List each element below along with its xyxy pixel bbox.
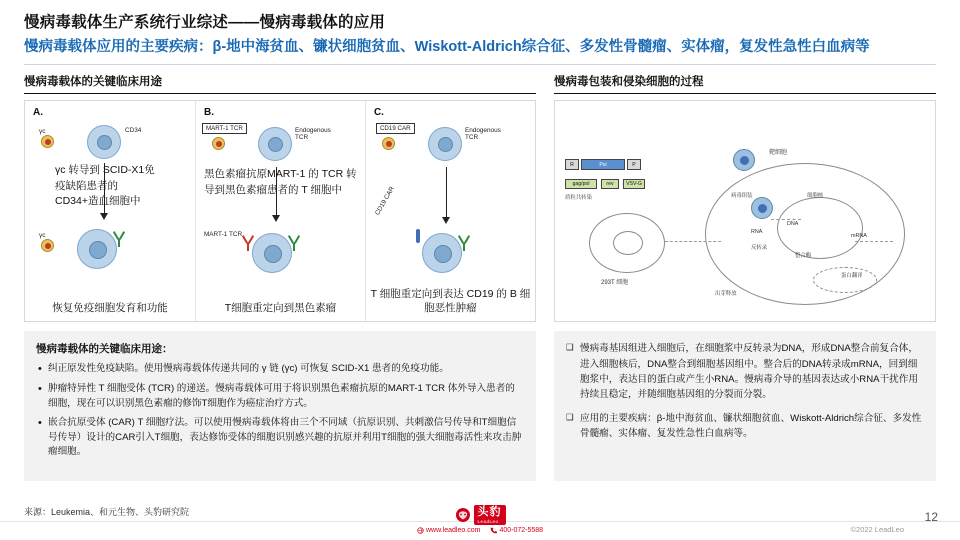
flow-loop [813,267,877,293]
car-t-cell [422,233,462,273]
virus-particle-icon-4 [382,137,395,150]
left-column [24,73,536,481]
label-rna: RNA [751,229,763,236]
plasmid-gagpol-box: gag/pol [565,179,597,189]
panel-c-caption: T 细胞重定向到表达 CD19 的 B 细胞恶性肿瘤 [370,288,531,315]
logo-text-sub: LeadLeo [477,518,499,524]
target-cell-nucleus [777,197,863,259]
panel-c-label-car-2: CD19 CAR [373,186,396,217]
t-cell-c [428,127,462,161]
cell-nucleus-3 [268,137,283,152]
flow-line-1 [665,241,721,242]
plasmid-p-box: P [627,159,641,170]
label-integrase: 整合酶 [795,253,812,260]
plasmid-r-box: R [565,159,579,170]
label-virus-assembly: 病毒组装 [731,193,753,200]
right-column-rule [554,93,936,94]
panel-a-letter: A. [33,107,43,119]
content-columns [0,65,960,481]
panel-a-caption: 恢复免疫细胞发育和功能 [52,302,168,315]
virus-particle-icon [41,135,54,148]
plasmid-psi-box: Psi [581,159,625,170]
flow-line-2 [771,219,801,220]
panel-c-label-car: CD19 CAR [376,123,415,134]
left-column-title: 慢病毒载体的关键临床用途 [24,76,162,89]
cd34-cell [87,125,121,159]
lentivirus-particle-icon [733,149,755,171]
label-nucleus: 细胞核 [807,193,824,200]
cell-nucleus-2 [89,241,107,259]
lion-logo-icon [455,507,471,523]
source-note: 来源：Leukemia、和元生物、头豹研究院 [24,507,190,517]
left-bullet-2: • 肿瘤特异性 T 细胞受体 (TCR) 的递送。慢病毒载体可用于将识别黑色素瘤抗原的MART-1 TCR 体外导入患者的细胞，现在可以识别黑色素瘤的修饰T细胞作为癌症治疗方式。 [36,382,524,411]
panel-a-arrow-head [100,213,108,220]
plasmid-caption: 质粒共转染 [565,195,592,202]
virus-particle-icon-2 [41,239,54,252]
label-293t-cell: 293T 细胞 [601,280,629,287]
website-text: www.leadleo.com [425,527,481,534]
copyright-text: ©2022 LeadLeo [850,525,904,534]
panel-a-label-gc2: γc [39,232,46,240]
panel-b-label-mart1: MART-1 TCR [202,123,247,134]
plasmid-rev-box: rev [601,179,619,189]
panel-b-letter: B. [203,107,214,119]
panel-b-description: 黑色素瘤抗原MART-1 的 TCR 转导到黑色素瘤患者的 T 细胞中 [203,168,357,196]
brand-logo [417,505,543,534]
right-column [554,73,936,481]
left-textbox-title: 慢病毒载体的关键临床用途： [36,343,173,356]
label-target-cell: 靶细胞 [769,150,788,157]
phone-number[interactable] [490,527,543,534]
label-budding-release: 出芽释放 [715,291,737,298]
logo-mark [455,505,506,525]
cell-nucleus-6 [434,245,452,263]
right-column-title: 慢病毒包装和侵染细胞的过程 [554,76,704,89]
right-bullet-1: ❑ 慢病毒基因组进入细胞后，在细胞浆中反转录为DNA，形成DNA整合前复合体，进入细胞核后，DNA整合到细胞基因组中。整合后的DNA转录成mRNA，回到细胞浆中，表达目的蛋白或产生小RNA。慢病毒介导的基因表达或小RNA干扰作用持续且稳定，并随细胞基因组的分裂而分裂。 [566,341,924,402]
corrected-cell [77,229,117,269]
label-mrna: mRNA [851,233,867,240]
phone-icon [490,527,497,534]
panel-b-label-mart1-tcr: MART-1 TCR [203,231,243,239]
panel-b-caption: T细胞重定向到黑色素瘤 [224,302,337,315]
panel-a-description: γc 转导到 SCID-X1免疫缺陷患者的CD34+造血细胞中 [55,164,155,207]
panel-a-label-cd34: CD34 [125,127,142,135]
plasmid-vsvg-box: VSV-G [623,179,645,189]
right-bullet-2: ❑ 应用的主要疾病：β-地中海贫血、镰状细胞贫血、Wiskott-Aldrich综合征、多发性骨髓瘤、实体瘤、复发性急性白血病等。 [566,411,924,442]
globe-icon [417,527,424,534]
cell-nucleus-5 [438,137,453,152]
website-link[interactable] [417,527,480,534]
lentivirus-packaging-figure [554,100,936,322]
label-dna: DNA [787,221,799,228]
flow-line-3 [855,241,893,242]
panel-a-label-gc: γc [39,128,46,136]
virus-particle-icon-3 [212,137,225,150]
page-title: 慢病毒载体生产系统行业综述——慢病毒载体的应用 [24,14,386,31]
panel-c-label-endogenous: Endogenous TCR [464,127,501,142]
slide-header [0,0,960,58]
right-textbox [554,331,936,481]
left-bullet-1: • 纠正原发性免疫缺陷。使用慢病毒载体传递共同的 γ 链 (γc) 可恢复 SCID-X1 患者的免疫功能。 [36,362,524,377]
t-cell-b [258,127,292,161]
redirected-t-cell [252,233,292,273]
page-subtitle: 慢病毒载体应用的主要疾病：β-地中海贫血、镰状细胞贫血、Wiskott-Aldrich综合征、多发性骨髓瘤、实体瘤，复发性急性白血病等 [24,39,870,55]
cell-nucleus [97,135,112,150]
figure-panel-c [365,101,535,321]
panel-c-letter: C. [373,107,384,119]
footer-contact [417,527,543,534]
cell-nucleus-4 [264,245,282,263]
panel-c-arrow-line [446,167,447,219]
page-number: 12 [924,510,938,524]
left-textbox [24,331,536,481]
label-protein-translation: 蛋白翻译 [841,273,863,280]
figure-panel-a [25,101,195,321]
figure-panel-b [195,101,365,321]
clinical-uses-figure [24,100,536,322]
left-bullet-3: • 嵌合抗原受体 (CAR) T 细胞疗法。可以使用慢病毒载体将由三个不同域（抗原识别、共刺激信号传导和T细胞信号传导）设计的CAR引入T细胞，表达修饰受体的细胞识别感兴趣的抗原并利用T细胞的强大细胞毒活性来攻击肿瘤细胞。 [36,416,524,460]
logo-text [474,505,506,525]
left-column-rule [24,93,536,94]
car-construct-icon [416,229,420,243]
panel-c-arrow-head [442,217,450,224]
label-reverse-transcription: 反转录 [751,245,768,252]
logo-text-main: 头豹 [477,506,502,519]
panel-b-label-endogenous: Endogenous TCR [294,127,331,142]
phone-text: 400-072-5588 [499,527,544,534]
panel-b-arrow-head [272,215,280,222]
